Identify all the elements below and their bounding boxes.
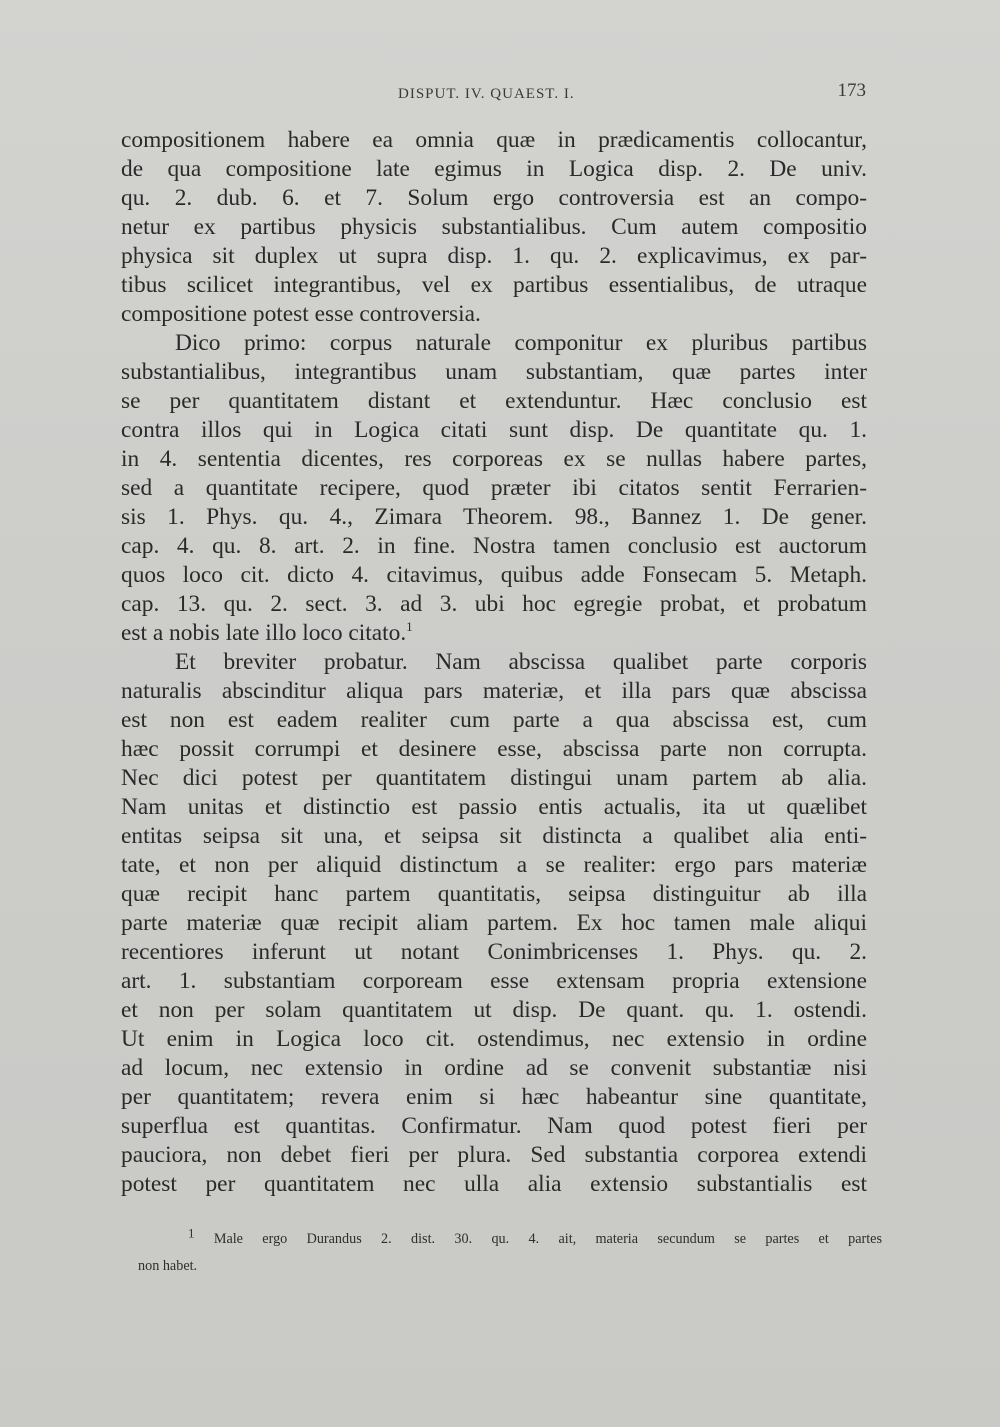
text-line: Nam unitas et distinctio est passio entis actualis, ita ut quælibet (121, 794, 867, 820)
text-line: quæ recipit hanc partem quantitatis, seipsa distinguitur ab illa (121, 881, 867, 907)
text-line-content: est a nobis late illo loco citato. (121, 620, 407, 646)
text-line: Dico primo: corpus naturale componitur ex pluribus partibus (175, 330, 867, 356)
text-line: recentiores inferunt ut notant Conimbricenses 1. Phys. qu. 2. (121, 939, 867, 965)
text-line: Ut enim in Logica loco cit. ostendimus, nec extensio in ordine (121, 1026, 867, 1052)
footnote-section (138, 1226, 882, 1280)
text-line: naturalis abscinditur aliqua pars materiæ, et illa pars quæ abscissa (121, 678, 867, 704)
text-line: cap. 4. qu. 8. art. 2. in fine. Nostra tamen conclusio est auctorum (121, 533, 867, 559)
text-line: pauciora, non debet fieri per plura. Sed substantia corporea extendi (121, 1142, 867, 1168)
text-line: Nec dici potest per quantitatem distingui unam partem ab alia. (121, 765, 867, 791)
footnote-reference[interactable]: 1 (406, 619, 413, 635)
text-line: per quantitatem; revera enim si hæc habeantur sine quantitate, (121, 1084, 867, 1110)
page-number: 173 (837, 80, 866, 101)
text-line: et non per solam quantitatem ut disp. De quant. qu. 1. ostendi. (121, 997, 867, 1023)
text-line-with-footnote-ref (121, 619, 867, 648)
text-line: potest per quantitatem nec ulla alia extensio substantialis est (121, 1171, 867, 1197)
text-line: sed a quantitate recipere, quod præter ibi citatos sentit Ferrarien- (121, 475, 867, 501)
text-line: physica sit duplex ut supra disp. 1. qu. 2. explicavimus, ex par- (121, 243, 867, 269)
text-line: entitas seipsa sit una, et seipsa sit distincta a qualibet alia enti- (121, 823, 867, 849)
text-line: sis 1. Phys. qu. 4., Zimara Theorem. 98., Bannez 1. De gener. (121, 504, 867, 530)
page-header (120, 80, 880, 106)
text-line: netur ex partibus physicis substantialibus. Cum autem compositio (121, 214, 867, 240)
text-line: contra illos qui in Logica citati sunt disp. De quantitate qu. 1. (121, 417, 867, 443)
text-line: superflua est quantitas. Confirmatur. Nam quod potest fieri per (121, 1113, 867, 1139)
text-line: quos loco cit. dicto 4. citavimus, quibus adde Fonsecam 5. Metaph. (121, 562, 867, 588)
footnote-line: non habet. (138, 1258, 198, 1274)
text-line: parte materiæ quæ recipit aliam partem. Ex hoc tamen male aliqui (121, 910, 867, 936)
footnote-line (138, 1226, 882, 1253)
text-line: art. 1. substantiam corpoream esse extensam propria extensione (121, 968, 867, 994)
text-line: Et breviter probatur. Nam abscissa qualibet parte corporis (175, 649, 867, 675)
text-line: est non est eadem realiter cum parte a qua abscissa est, cum (121, 707, 867, 733)
text-line: tibus scilicet integrantibus, vel ex partibus essentialibus, de utraque (121, 272, 867, 298)
footnote-marker: 1 (188, 1225, 195, 1241)
text-line: hæc possit corrumpi et desinere esse, abscissa parte non corrupta. (121, 736, 867, 762)
body-text (121, 126, 867, 1199)
text-line: compositionem habere ea omnia quæ in prædicamentis collocantur, (121, 127, 867, 153)
text-line: tate, et non per aliquid distinctum a se realiter: ergo pars materiæ (121, 852, 867, 878)
text-line: substantialibus, integrantibus unam substantiam, quæ partes inter (121, 359, 867, 385)
text-line: se per quantitatem distant et extenduntur. Hæc conclusio est (121, 388, 867, 414)
text-line: ad locum, nec extensio in ordine ad se convenit substantiæ nisi (121, 1055, 867, 1081)
running-head: DISPUT. IV. QUAEST. I. (398, 86, 575, 102)
text-line: de qua compositione late egimus in Logica disp. 2. De univ. (121, 156, 867, 182)
text-line: cap. 13. qu. 2. sect. 3. ad 3. ubi hoc egregie probat, et probatum (121, 591, 867, 617)
text-line: compositione potest esse controversia. (121, 301, 481, 327)
text-line: qu. 2. dub. 6. et 7. Solum ergo controversia est an compo- (121, 185, 867, 211)
text-line: in 4. sententia dicentes, res corporeas ex se nullas habere partes, (121, 446, 867, 472)
footnote-text: Male ergo Durandus 2. dist. 30. qu. 4. ait, materia secundum se partes et partes (213, 1231, 882, 1247)
